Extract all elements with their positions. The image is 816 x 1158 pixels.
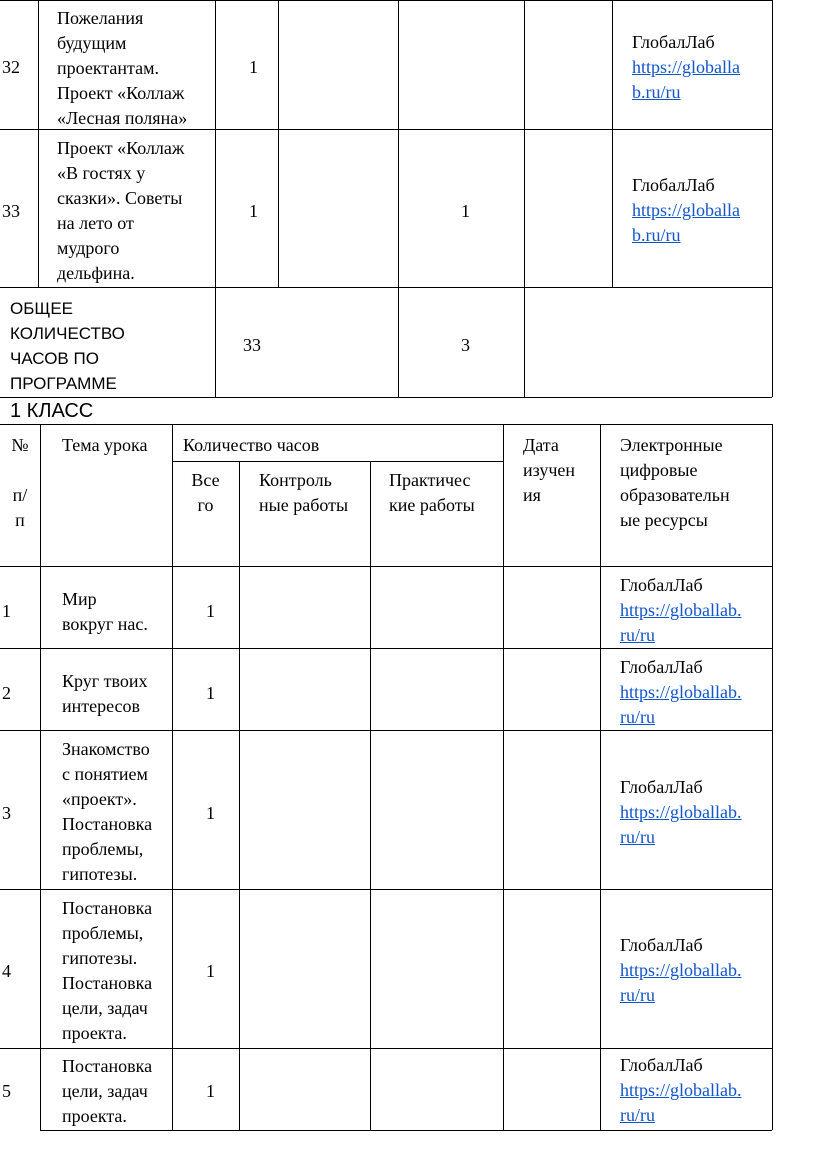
header-hours: Количество часов: [183, 435, 320, 455]
resource-link[interactable]: https://globalla b.ru/ru: [632, 57, 740, 102]
hours-practical: 1: [461, 201, 470, 221]
hours-total: 1: [206, 961, 215, 981]
row-number: 3: [2, 803, 11, 823]
header-resources: Электронные цифровые образовательн ые ресурсы: [620, 435, 730, 530]
hours-total: 1: [206, 803, 215, 823]
total-label: ОБЩЕЕ КОЛИЧЕСТВО ЧАСОВ ПО ПРОГРАММЕ: [10, 299, 125, 393]
row-number: 4: [2, 961, 11, 981]
header-topic: Тема урока: [62, 435, 148, 455]
row-number: 33: [2, 201, 20, 221]
header-practical: Практичес кие работы: [389, 470, 475, 515]
row-number: 2: [2, 683, 11, 703]
resource-link[interactable]: https://globalla b.ru/ru: [632, 200, 740, 245]
resource-name: ГлобалЛаб: [620, 777, 703, 797]
lesson-topic: Постановка цели, задач проекта.: [62, 1056, 153, 1126]
hours-total: 1: [206, 1081, 215, 1101]
hours-total: 1: [206, 601, 215, 621]
total-hours: 33: [243, 335, 261, 355]
total-practical: 3: [461, 335, 470, 355]
resource-name: ГлобалЛаб: [632, 175, 715, 195]
lesson-topic: Мир вокруг нас.: [62, 589, 148, 634]
resource-link[interactable]: https://globallab. ru/ru: [620, 960, 742, 1005]
lesson-topic: Постановка проблемы, гипотезы. Постановка цели, задач проекта.: [62, 898, 153, 1043]
header-number: № п/ п: [11, 435, 29, 530]
lesson-topic: Пожелания будущим проектантам. Проект «Коллаж «Лесная поляна»: [57, 8, 188, 128]
header-total: Все го: [191, 470, 220, 515]
lesson-topic: Проект «Коллаж «В гостях у сказки». Советы на лето от мудрого дельфина.: [57, 138, 185, 283]
resource-link[interactable]: https://globallab. ru/ru: [620, 1080, 742, 1125]
lesson-topic: Круг твоих интересов: [62, 671, 148, 716]
resource-name: ГлобалЛаб: [632, 32, 715, 52]
section-title: 1 КЛАСС: [10, 400, 94, 422]
resource-link[interactable]: https://globallab. ru/ru: [620, 802, 742, 847]
resource-link[interactable]: https://globallab. ru/ru: [620, 682, 742, 727]
row-number: 5: [2, 1081, 11, 1101]
hours-total: 1: [206, 683, 215, 703]
resource-name: ГлобалЛаб: [620, 657, 703, 677]
resource-name: ГлобалЛаб: [620, 935, 703, 955]
hours-total: 1: [249, 57, 258, 77]
header-control: Контроль ные работы: [259, 470, 349, 515]
hours-total: 1: [249, 201, 258, 221]
lesson-topic: Знакомство с понятием «проект». Постановка проблемы, гипотезы.: [62, 739, 153, 884]
resource-name: ГлобалЛаб: [620, 575, 703, 595]
row-number: 32: [2, 57, 20, 77]
resource-link[interactable]: https://globallab. ru/ru: [620, 600, 742, 645]
header-date: Дата изучен ия: [523, 435, 576, 505]
resource-name: ГлобалЛаб: [620, 1055, 703, 1075]
row-number: 1: [2, 601, 11, 621]
